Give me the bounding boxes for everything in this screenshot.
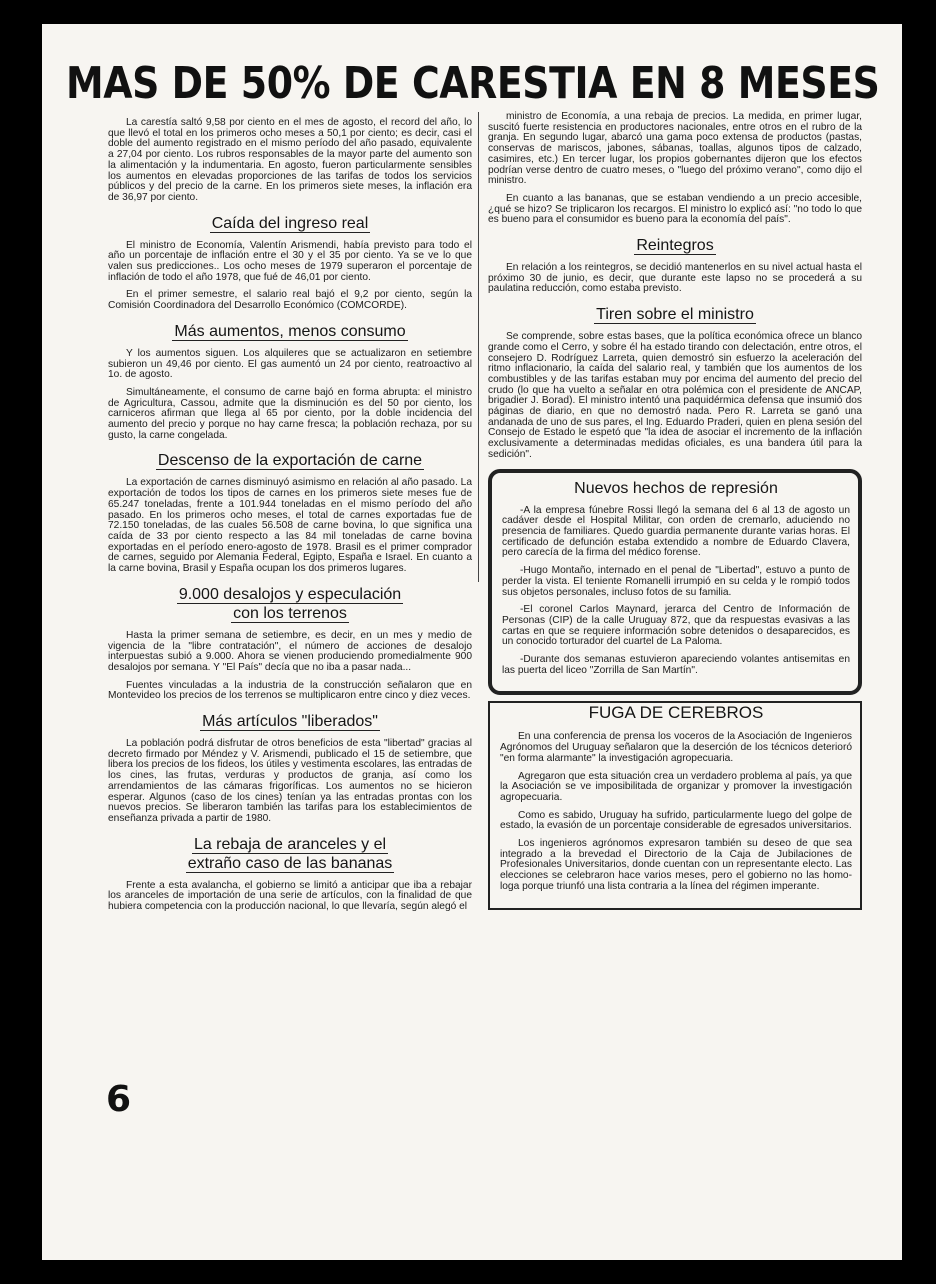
- paragraph: Y los aumentos siguen. Los alquileres que se actualizaron en setiembre subieron un 49,46 por ciento. El gas aumentó un 24 por ciento, reatroactivo al 1o. de agosto.: [108, 347, 472, 381]
- paragraph: Los ingenieros agrónomos expresaron también su deseo de que sea integrado a la brevedad el Directorio de la Caja de Jubilaciones de Profesionales Universitarios, donde cuentan con un representante electo. Las elecciones se celebraron hace varios meses, pero el gobierno no las homologa porque triunfó una lista contraria a la línea del régimen imperante.: [500, 838, 852, 892]
- section-heading: Reintegros: [636, 237, 714, 255]
- paragraph: En cuanto a las bananas, que se estaban vendiendo a un precio accesible, ¿qué se hizo? Se triplicaron los recargos. El ministro lo explicó así: "no todo lo que es bueno para el consumidor es bueno para la economía del país".: [488, 192, 862, 226]
- paragraph: -A la empresa fúnebre Rossi llegó la semana del 6 al 13 de agosto un cadáver desde el Hospital Militar, con orden de cremarlo, aduciendo no presencia de familiares. Quedo guardia permanente durante varias horas. El certificado de defunción estaba extendido a nombre de Eduardo Clavera, pero carecía de la firma del médico forense.: [502, 504, 850, 559]
- scan-border-right: [902, 0, 936, 1284]
- paragraph: -Durante dos semanas estuvieron apareciendo volantes antisemitas en las puerta del liceo "Zorrilla de San Martín".: [502, 654, 850, 676]
- paragraph: Fuentes vinculadas a la industria de la construcción señalaron que en Montevideo los precios de los terrenos se multiplicaron entre cinco y diez veces.: [108, 679, 472, 702]
- brain-drain-box: [488, 701, 862, 909]
- paragraph: Simultáneamente, el consumo de carne bajó en forma abrupta: el ministro de Agricultura, Cassou, admite que la disminución es del 50 por ciento, los carniceros afirman que llega al 65 por ciento, por la doble incidencia del aumento del precio y porque no hay carne fresca; la población rechaza, por su gusto, la carne congelada.: [108, 386, 472, 441]
- paragraph: En una conferencia de prensa los voceros de la Asociación de Ingenieros Agrónomos del Uruguay señalaron que la deserción de los técnicos deterioró "en forma alarmante" la investigación agropecuaria.: [500, 731, 852, 764]
- headline: MAS DE 50% DE CARESTIA EN 8 MESES: [66, 58, 880, 109]
- left-column: [108, 118, 472, 920]
- paragraph: Hasta la primer semana de setiembre, es decir, en un mes y medio de vigencia de la "libre contratación", el número de acciones de desalojo interpuestas subió a 9.000. Ahora se vienen produciendo promedialmente 900 desalojos por semana. Y "El País" decía que no iba a pasar nada...: [108, 629, 472, 673]
- repression-box: [488, 469, 862, 696]
- paragraph: La exportación de carnes disminuyó asimismo en relación al año pasado. La exportación de todos los tipos de carnes en los primeros siete meses fue de 65.247 toneladas, frente a 101.944 toneladas en el mismo período del año pasado. En los primeros ocho meses, el total de carnes exportadas fue de 72.150 toneladas, de las cuales 56.508 de carne bovina, lo que significa una caída de 33 por ciento respecto a las 84 mil toneladas de carne bovina exportadas en el período enero-agosto de 1978. Brasil es el primer comprador de carnes, seguido por Alemania Federal, Egipto, España e Israel. En cuanto a la carne bovina, Brasil y España ocupan los dos primeros lugares.: [108, 477, 472, 575]
- section-heading: Más artículos "liberados": [202, 713, 378, 731]
- section-heading: Descenso de la exportación de carne: [157, 452, 423, 470]
- paragraph: La población podrá disfrutar de otros beneficios de esta "libertad" gracias al decreto firmado por Méndez y V. Arismendi, publicado el 15 de setiembre, que libera los precios de los fideos, los útiles y vestimenta escolares, las entradas de los cines, las frutas, verduras y productos de granja, así como los arrendamientos de las cámaras frigoríficas. Los aumentos no se hicieron esperar. Algunos (caso de los cines) tenían ya las entradas prontas con los nuevos precios. Se liberaron también las tarifas para los establecimientos de enseñanza privada a partir de 1980.: [108, 738, 472, 824]
- paragraph: -Hugo Montaño, internado en el penal de "Libertad", estuvo a punto de perder la vista. El teniente Romanelli irrumpió en su celda y le rompió todos sus objetos personales, incluso fotos de su familia.: [502, 565, 850, 598]
- scan-border-left: [0, 0, 42, 1284]
- paragraph: Se comprende, sobre estas bases, que la política económica ofrece un blanco grande como el Cerro, y sobre él ha estado tirando con delectación, entre otros, el consejero D. Rodríguez Larreta, quien demostró sin esfuerzo la aceleración del ritmo inflacionario, la caída del salario real, y también que los aumentos de los combustibles y de las tarifas estaban muy por encima del aumento del precio del crudo (lo que ha vuelto a señalar en otra polémica con el presidente de ANCAP, brigadier J. Borad). El ministro intentó una paquidérmica defensa que insumió dos páginas de diario, en que no demostró nada. Pero R. Larreta se ganó una andanada de uno de sus pares, el Ing. Eduardo Praderi, quien en plena sesión del Consejo de Estado le espetó que "la idea de asociar el incremento de la inflación exclusivamente a determinadas medidas oficiales, es una bandera útil para la sedición".: [488, 331, 862, 460]
- scan-border-top: [0, 0, 936, 24]
- section-heading: 9.000 desalojos y especulación con los terrenos: [178, 585, 402, 622]
- paragraph: -El coronel Carlos Maynard, jerarca del Centro de Información de Personas (CIP) de la calle Uruguay 872, que da respuestas evasivas a las cartas en que se requiere información sobre detenidos o desaparecidos, es un conocido torturador del cuartel de La Paloma.: [502, 604, 850, 648]
- scan-border-bottom: [0, 1260, 936, 1284]
- paragraph: En relación a los reintegros, se decidió mantenerlos en su nivel actual hasta el próximo 30 de junio, es decir, que durante este lapso no se procederá a su paulatina reducción, como estaba previsto.: [488, 262, 862, 295]
- paragraph: ministro de Economía, a una rebaja de precios. La medida, en primer lugar, suscitó fuerte resistencia en productores nacionales, entre otros en el rubro de la granja. En segundo lugar, abarcó una gama poco extensa de productos (pastas, conservas de mariscos, jabones, sábanas, toallas, algunos tipos de calzado, casimires, etc.) En tercer lugar, los propios gobernantes dijeron que los efectos podrían verse dentro de cuatro meses, o "luego del próximo verano", como dijo el ministro.: [488, 111, 862, 187]
- section-heading: Más aumentos, menos consumo: [174, 322, 406, 340]
- box-heading: Nuevos hechos de represión: [574, 479, 778, 497]
- right-column: [488, 112, 862, 910]
- page-number: 6: [106, 1079, 132, 1120]
- box-heading: FUGA DE CEREBROS: [588, 703, 764, 723]
- intro-paragraph: La carestía saltó 9,58 por ciento en el mes de agosto, el record del año, lo que llevó el total en los primeros ocho meses a 50,1 por ciento; es decir, casi el doble del aumento registrado en el mismo período del año pasado, equivalente a 27,04 por ciento. Los rubros responsables de la mayor parte del aumento son la alimentación y la indumentaria. En agosto, fueron particularmente sensibles los aumentos en elevadas proporciones de las tarifas de todos los servicios públicos y del precio de la carne. En los primeros siete meses, la inflación era de 36,97 por ciento.: [108, 117, 472, 203]
- paragraph: Frente a esta avalancha, el gobierno se limitó a anticipar que iba a rebajar los aranceles de importación de una serie de artículos, con la finalidad de que hubiera competencia con la producción nacional, lo que llevaría, según alegó el: [108, 879, 472, 913]
- column-divider: [478, 112, 479, 582]
- section-heading: Caída del ingreso real: [211, 214, 369, 232]
- section-heading: La rebaja de aranceles y el extraño caso de las bananas: [187, 835, 393, 872]
- paragraph: En el primer semestre, el salario real bajó el 9,2 por ciento, según la Comisión Coordinadora del Desarrollo Económico (COMCORDE).: [108, 289, 472, 312]
- paragraph: Como es sabido, Uruguay ha sufrido, particularmente luego del golpe de estado, la evasión de un porcentaje considerable de egresados universitarios.: [500, 809, 852, 832]
- section-heading: Tiren sobre el ministro: [596, 306, 754, 324]
- paragraph: Agregaron que esta situación crea un verdadero problema al país, ya que la Asociación se ve imposibilitada de organizar y promover la investigación agropecuaria.: [500, 770, 852, 803]
- paragraph: El ministro de Economía, Valentín Arismendi, había previsto para todo el año un porcentaje de inflación entre el 30 y el 35 por ciento. Ya se ve lo que valen sus predicciones.. Los ocho meses de 1979 superaron el porcentaje de inflación de todo el año 1978, que fué de 46,01 por ciento.: [108, 239, 472, 283]
